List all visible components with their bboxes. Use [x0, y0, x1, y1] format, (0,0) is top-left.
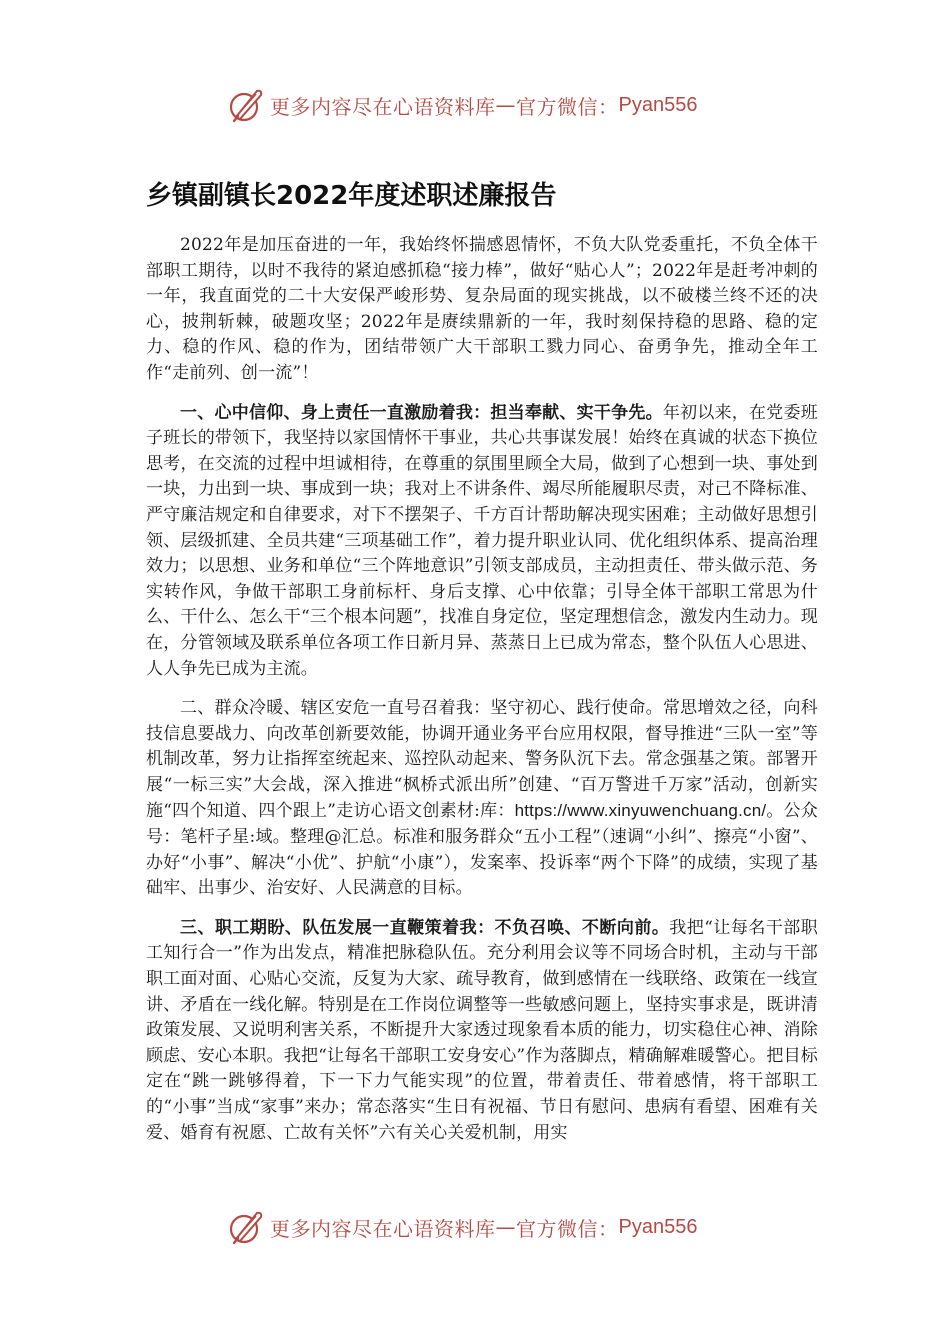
document-body: [146, 233, 818, 1160]
source-url-text: https://www.xinyuwenchuang.cn/: [514, 801, 767, 821]
banner-separator: —: [495, 1215, 516, 1239]
banner-wechat-id: Pyan556: [618, 1215, 698, 1238]
paragraph-text: 我把“让每名干部职工知行合一”作为出发点，精准把脉稳队伍。充分利用会议等不同场合时机，主动与干部职工面对面、心贴心交流，反复为大家、疏导教育，做到感情在一线联络、政策在一线宣讲、矛盾在一线化解。特别是在工作岗位调整等一些敏感问题上，坚持实事求是，既讲清政策发展、又说明利害关系，不断提升大家透过现象看本质的能力，切实稳住心神、消除顾虑、安心本职。我把“让每名干部职工安身安心”作为落脚点，精确解难暖警心。把目标定在“跳一跳够得着，下一下力气能实现”的位置，带着责任、带着感情，将干部职工的“小事”当成“家事”来办；常态落实“生日有祝福、节日有慰问、患病有看望、困难有关爱、婚育有祝愿、亡故有关怀”六有关心关爱机制，用实: [146, 917, 818, 1143]
banner-separator: —: [495, 93, 516, 117]
document-title: 乡镇副镇长2022年度述职述廉报告: [146, 181, 557, 211]
banner-slogan: 更多内容尽在心语资料库: [270, 94, 496, 119]
banner-wechat-label: 官方微信：: [516, 1216, 619, 1241]
section-3-heading: 三、职工期盼、队伍发展一直鞭策着我：不负召唤、不断向前。: [180, 917, 670, 938]
paragraph-section-1: [146, 401, 818, 683]
paragraph-section-3: [146, 916, 818, 1146]
paragraph-text: 2022年是加压奋进的一年，我始终怀揣感恩情怀，不负大队党委重托，不负全体干部职工期待，以时不我待的紧迫感抓稳“接力棒”，做好“贴心人”；2022年是赶考冲刺的一年，我直面党的二十大安保严峻形势、复杂局面的现实挑战，以不破楼兰终不还的决心，披荆斩棘，破题攻坚；2022年是赓续鼎新的一年，我时刻保持稳的思路、稳的定力、稳的作风、稳的作为，团结带领广大干部职工戮力同心、奋勇争先，推动全年工作“走前列、创一流”！: [146, 235, 818, 383]
paragraph-text: 二、群众冷暖、辖区安危一直号召着我：坚守初心、践行使命。常思增效之径，向科技信息要战力、向改革创新要效能，协调开通业务平台应用权限，督导推进“三队一室”等机制改革，努力让指挥室统起来、巡控队动起来、警务队沉下去。常念强基之策。部署开展“一标三实”大会战，深入推进“枫桥式派出所”创建、“百万警进千万家”活动，创新实施“四个知道、四个跟上”走访心语文创素材:库：: [146, 698, 818, 822]
quill-logo-icon: [226, 85, 266, 125]
footer-watermark-banner: [226, 1207, 697, 1247]
section-1-heading: 一、心中信仰、身上责任一直激励着我：担当奉献、实干争先。: [180, 402, 663, 423]
paragraph-intro: [146, 233, 818, 387]
paragraph-text-tail: 。公众号：笔杆子星:域。整理@汇总。标准和服务群众“五小工程”（速调“小纠”、擦亮“小窗”、办好“小事”、解决“小优”、护航“小康”），发案率、投诉率“两个下降”的成绩，实现了基础牢、出事少、治安好、人民满意的目标。: [146, 801, 818, 899]
paragraph-text: 年初以来，在党委班子班长的带领下，我坚持以家国情怀干事业，共心共事谋发展！始终在真诚的状态下换位思考，在交流的过程中坦诚相待，在尊重的氛围里顾全大局，做到了心想到一块、事处到一块，力出到一块、事成到一块；我对上不讲条件、竭尽所能履职尽责，对己不降标准、严守廉洁规定和自律要求，对下不摆架子、千方百计帮助解决现实困难；主动做好思想引领、层级抓建、全员共建“三项基础工作”，着力提升职业认同、优化组织体系、提高治理效力；以思想、业务和单位“三个阵地意识”引领支部成员，主动担责任、带头做示范、务实转作风，争做干部职工身前标杆、身后支撑、心中依靠；引导全体干部职工常思为什么、干什么、怎么干“三个根本问题”，找准自身定位，坚定理想信念，激发内生动力。现在，分管领域及联系单位各项工作日新月异、蒸蒸日上已成为常态，整个队伍人心思进、人人争先已成为主流。: [146, 402, 818, 679]
banner-wechat-label: 官方微信：: [516, 94, 619, 119]
banner-slogan: 更多内容尽在心语资料库: [270, 1216, 496, 1241]
quill-logo-icon: [226, 1207, 266, 1247]
paragraph-section-2: [146, 696, 818, 902]
banner-wechat-id: Pyan556: [618, 93, 698, 116]
header-watermark-banner: [226, 85, 697, 125]
